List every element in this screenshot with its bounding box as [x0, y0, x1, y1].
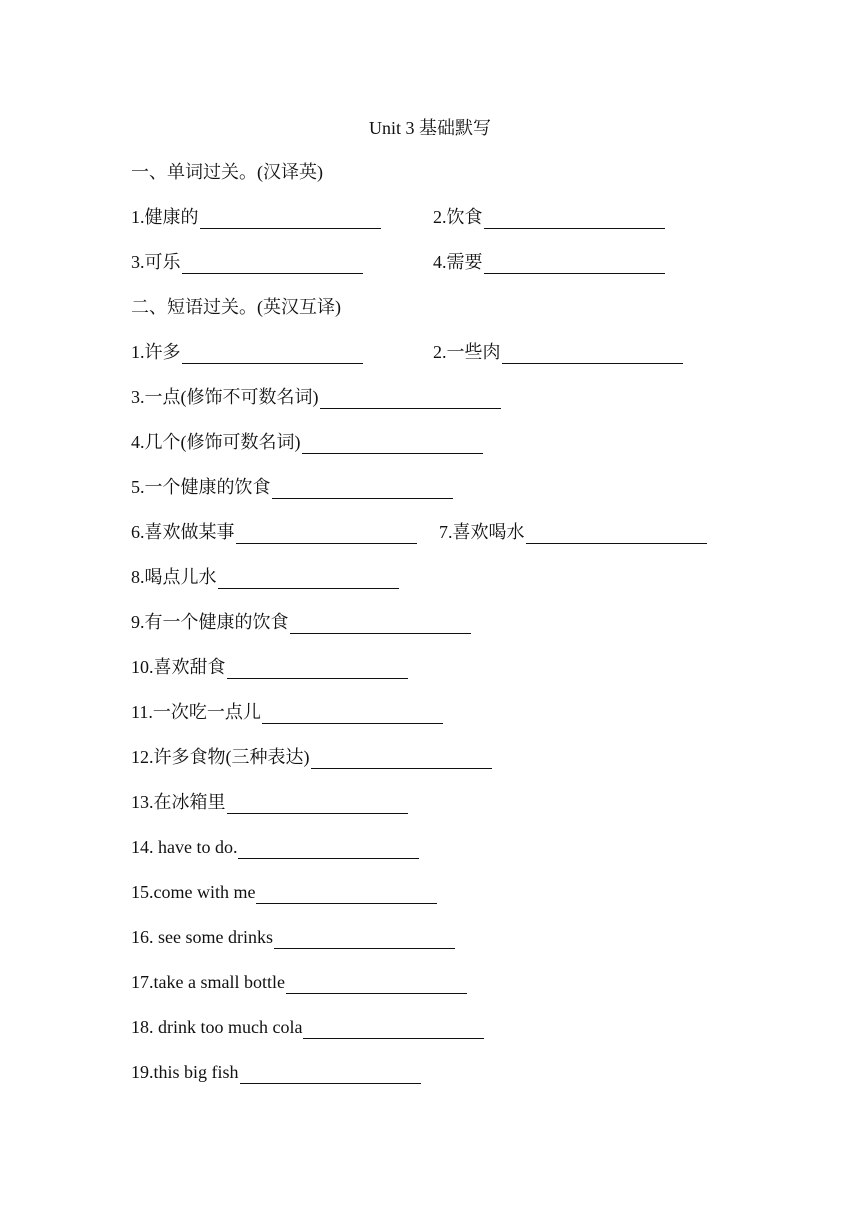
section-1-heading: 一、单词过关。(汉译英)	[131, 162, 323, 182]
phrase-item-label: 11.一次吃一点儿	[131, 702, 261, 722]
phrase-item-8	[131, 565, 399, 589]
phrase-item-4	[131, 430, 483, 454]
answer-blank[interactable]	[320, 388, 501, 409]
answer-blank[interactable]	[238, 838, 419, 859]
word-item-2	[433, 205, 665, 229]
phrase-item-7	[439, 520, 707, 544]
answer-blank[interactable]	[484, 208, 665, 229]
phrase-item-1	[131, 340, 433, 364]
answer-blank[interactable]	[240, 1063, 421, 1084]
section-1-row-2	[131, 250, 665, 274]
phrase-item-5	[131, 475, 453, 499]
phrase-row-1	[131, 340, 683, 364]
answer-blank[interactable]	[256, 883, 437, 904]
answer-blank[interactable]	[236, 523, 417, 544]
phrase-item-6	[131, 520, 439, 544]
phrase-item-label: 6.喜欢做某事	[131, 522, 235, 542]
phrase-item-label: 1.许多	[131, 342, 181, 362]
phrase-item-label: 19.this big fish	[131, 1062, 239, 1082]
answer-blank[interactable]	[303, 1018, 484, 1039]
phrase-item-17	[131, 970, 467, 994]
word-item-3	[131, 250, 433, 274]
phrase-item-12	[131, 745, 492, 769]
phrase-item-label: 10.喜欢甜食	[131, 657, 226, 677]
word-item-label: 4.需要	[433, 252, 483, 272]
answer-blank[interactable]	[311, 748, 492, 769]
phrase-item-label: 18. drink too much cola	[131, 1017, 303, 1037]
answer-blank[interactable]	[262, 703, 443, 724]
phrase-item-label: 15.come with me	[131, 882, 256, 902]
answer-blank[interactable]	[274, 928, 455, 949]
phrase-item-label: 7.喜欢喝水	[439, 522, 525, 542]
phrase-item-label: 3.一点(修饰不可数名词)	[131, 387, 319, 407]
word-item-label: 2.饮食	[433, 207, 483, 227]
phrase-item-11	[131, 700, 443, 724]
phrase-item-2	[433, 340, 683, 364]
phrase-item-13	[131, 790, 408, 814]
answer-blank[interactable]	[484, 253, 665, 274]
answer-blank[interactable]	[227, 658, 408, 679]
phrase-item-label: 12.许多食物(三种表达)	[131, 747, 310, 767]
phrase-item-label: 13.在冰箱里	[131, 792, 226, 812]
word-item-1	[131, 205, 433, 229]
phrase-item-18	[131, 1015, 484, 1039]
section-1-row-1	[131, 205, 665, 229]
answer-blank[interactable]	[272, 478, 453, 499]
answer-blank[interactable]	[290, 613, 471, 634]
word-item-label: 3.可乐	[131, 252, 181, 272]
phrase-item-19	[131, 1060, 421, 1084]
phrase-row-6-7	[131, 520, 707, 544]
phrase-item-15	[131, 880, 437, 904]
answer-blank[interactable]	[200, 208, 381, 229]
phrase-item-16	[131, 925, 455, 949]
answer-blank[interactable]	[218, 568, 399, 589]
phrase-item-label: 2.一些肉	[433, 342, 501, 362]
phrase-item-14	[131, 835, 419, 859]
phrase-item-label: 14. have to do.	[131, 837, 238, 857]
answer-blank[interactable]	[302, 433, 483, 454]
phrase-item-label: 17.take a small bottle	[131, 972, 285, 992]
phrase-item-label: 4.几个(修饰可数名词)	[131, 432, 301, 452]
page-title: Unit 3 基础默写	[368, 118, 491, 138]
answer-blank[interactable]	[182, 343, 363, 364]
answer-blank[interactable]	[526, 523, 707, 544]
answer-blank[interactable]	[286, 973, 467, 994]
phrase-item-label: 9.有一个健康的饮食	[131, 612, 289, 632]
phrase-item-label: 5.一个健康的饮食	[131, 477, 271, 497]
word-item-label: 1.健康的	[131, 207, 199, 227]
answer-blank[interactable]	[227, 793, 408, 814]
answer-blank[interactable]	[182, 253, 363, 274]
answer-blank[interactable]	[502, 343, 683, 364]
phrase-item-3	[131, 385, 501, 409]
phrase-item-label: 16. see some drinks	[131, 927, 273, 947]
phrase-item-9	[131, 610, 471, 634]
word-item-4	[433, 250, 665, 274]
phrase-item-10	[131, 655, 408, 679]
phrase-item-label: 8.喝点儿水	[131, 567, 217, 587]
section-2-heading: 二、短语过关。(英汉互译)	[131, 297, 341, 317]
